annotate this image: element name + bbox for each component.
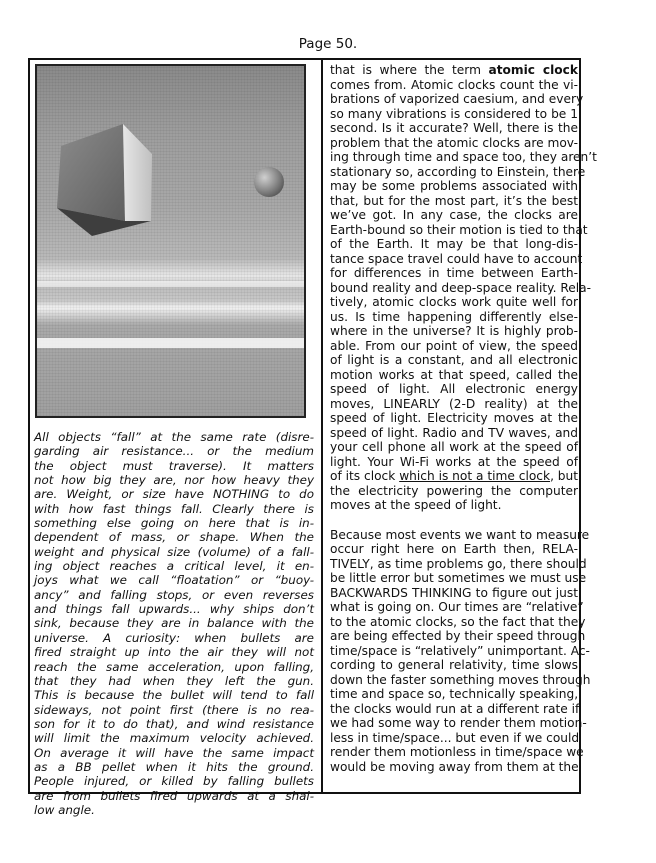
paragraph-line: Because most events we want to measure bbox=[330, 527, 590, 542]
sphere-icon bbox=[254, 167, 284, 197]
paragraph-line: stationary so, according to Einstein, there bbox=[330, 164, 586, 179]
paragraph-line: light. Your Wi-Fi works at the speed of bbox=[330, 454, 578, 469]
caption-line: the object must traverse). It matters bbox=[34, 458, 314, 473]
caption-line: something else going on here that is in- bbox=[34, 516, 314, 531]
paragraph-line: able. From our point of view, the speed bbox=[330, 338, 578, 353]
paragraph-line: speed of light. Electricity moves at the bbox=[330, 411, 578, 425]
paragraph-line: so many vibrations is considered to be 1 bbox=[330, 106, 578, 121]
paragraph-line: time/space is “relatively” unimportant. Ac- bbox=[330, 643, 590, 658]
text-run: , but bbox=[550, 469, 579, 483]
caption-line: ing object reaches a critical level, it en- bbox=[34, 559, 314, 574]
caption-line: joys what we call “floatation” or “buoy- bbox=[34, 573, 314, 588]
figure-illustration bbox=[37, 66, 306, 418]
caption-line: reach the same acceleration, upon falling, bbox=[34, 659, 314, 674]
paragraph-line: second. Is it accurate? Well, there is the bbox=[330, 121, 578, 135]
paragraph-line: we had some way to render them motion- bbox=[330, 716, 587, 730]
right-column-text bbox=[330, 63, 597, 774]
paragraph-line: would be moving away from them at the bbox=[330, 759, 579, 774]
caption-line: with how fast things fall. Clearly there is bbox=[34, 501, 314, 516]
caption-line: low angle. bbox=[34, 802, 95, 817]
caption-line: fired straight up into the air they will not bbox=[34, 645, 314, 660]
paragraph-line: speed of light. All electronic energy bbox=[330, 382, 578, 396]
paragraph-line: occur right here on Earth then, RELA- bbox=[330, 542, 578, 556]
figure-cube-and-sphere bbox=[35, 64, 306, 418]
caption-line: weight and physical size (volume) of a fall- bbox=[34, 544, 314, 559]
column-divider bbox=[321, 60, 323, 792]
caption-line: People injured, or killed by falling bullets bbox=[34, 774, 314, 789]
paragraph-line: cording to general relativity, time slows bbox=[330, 658, 578, 672]
paragraph-line: tance space travel could have to account bbox=[330, 251, 583, 266]
paragraph-line: what is going on. Our times are “relative” bbox=[330, 600, 584, 614]
caption-line: universe. A curiosity: when bullets are bbox=[34, 630, 314, 645]
paragraph-line: comes from. Atomic clocks count the vi- bbox=[330, 77, 578, 92]
paragraph-line: problem that the atomic clocks are mov- bbox=[330, 135, 579, 150]
caption-line: not how big they are, nor how heavy they bbox=[34, 473, 314, 488]
paragraph-line: motion works at that speed, called the bbox=[330, 367, 578, 382]
paragraph-line: ing through time and space too, they aren’t bbox=[330, 150, 597, 164]
paragraph-line: we’ve got. In any case, the clocks are bbox=[330, 208, 578, 222]
paragraph-line: less in time/space... but even if we could bbox=[330, 730, 580, 745]
caption-line: sideways, not point first (there is no rea- bbox=[34, 702, 314, 717]
caption-line: as a BB pellet when it hits the ground. bbox=[34, 759, 314, 774]
paragraph-line: bound reality and deep-space reality. Rela- bbox=[330, 280, 592, 295]
caption-line: garding air resistance... or the medium bbox=[34, 444, 314, 459]
paragraph-line: of light is a constant, and all electronic bbox=[330, 353, 578, 367]
paragraph-gap bbox=[330, 513, 578, 528]
paragraph-line: to the atomic clocks, so the fact that they bbox=[330, 614, 586, 629]
paragraph-line: TIVELY, as time problems go, there should bbox=[330, 556, 587, 571]
paragraph-line: moves at the speed of light. bbox=[330, 498, 502, 512]
page-title: Page 50. bbox=[298, 36, 358, 52]
caption-line: dependent of mass, or shape. When the bbox=[34, 530, 314, 545]
paragraph-line: for differences in time between Earth- bbox=[330, 266, 578, 280]
paragraph-line bbox=[330, 63, 578, 78]
term-atomic-clock: atomic clock bbox=[488, 63, 579, 77]
caption-line: that they had when they left the gun. bbox=[34, 673, 314, 688]
caption-line: All objects “fall” at the same rate (disre- bbox=[34, 430, 314, 444]
paragraph-line: Earth-bound so their motion is tied to that bbox=[330, 222, 588, 237]
paragraph-line bbox=[330, 469, 578, 484]
paragraph-line: speed of light. Radio and TV waves, and bbox=[330, 425, 578, 440]
caption-line: son for it to do that), and wind resistance bbox=[34, 716, 314, 731]
paragraph-line: are being effected by their speed through bbox=[330, 629, 586, 643]
paragraph-line: that, but for the most part, it’s the best bbox=[330, 193, 578, 208]
underlined-phrase: which is not a time clock bbox=[399, 469, 551, 483]
paragraph-line: the clocks would run at a different rate if bbox=[330, 701, 580, 716]
caption-line: are from bullets fired upwards at a shal- bbox=[34, 788, 314, 803]
paragraph-line: BACKWARDS THINKING to figure out just bbox=[330, 585, 578, 600]
paragraph-line: down the faster something moves through bbox=[330, 672, 591, 687]
caption-line: and things fall upwards... why ships don’t bbox=[34, 602, 314, 617]
paragraph-line: the electricity powering the computer bbox=[330, 483, 578, 498]
page-frame bbox=[28, 58, 597, 817]
caption-line: will limit the maximum velocity achieved. bbox=[34, 731, 314, 746]
text-run: of its clock bbox=[330, 469, 400, 483]
paragraph-line: render them motionless in time/space we bbox=[330, 745, 584, 759]
caption-line: are. Weight, or size have NOTHING to do bbox=[34, 487, 314, 502]
paragraph-line: brations of vaporized caesium, and every bbox=[330, 92, 584, 106]
paragraph-line: tively, atomic clocks work quite well for bbox=[330, 295, 578, 309]
caption-line: sink, because they are in balance with the bbox=[34, 616, 314, 631]
figure-caption bbox=[34, 430, 314, 817]
paragraph-line: your cell phone all work at the speed of bbox=[330, 440, 578, 454]
paragraph-line: time and space so, technically speaking, bbox=[330, 687, 579, 701]
cube-icon bbox=[57, 124, 152, 236]
paragraph-line: may be some problems associated with bbox=[330, 179, 578, 193]
text-run: that is where the term bbox=[330, 63, 489, 77]
paragraph-line: where in the universe? It is highly prob- bbox=[330, 324, 578, 338]
caption-line: ancy” and falling stops, or even reverses bbox=[34, 587, 314, 602]
paragraph-line: us. Is time happening differently else- bbox=[330, 309, 578, 324]
paragraph-line: moves, LINEARLY (2-D reality) at the bbox=[330, 396, 578, 411]
paragraph-line: of the Earth. It may be that long-dis- bbox=[330, 237, 578, 251]
caption-line: On average it will have the same impact bbox=[34, 745, 314, 760]
caption-line: This is because the bullet will tend to fall bbox=[34, 688, 314, 703]
paragraph-line: be little error but sometimes we must use bbox=[330, 571, 587, 585]
